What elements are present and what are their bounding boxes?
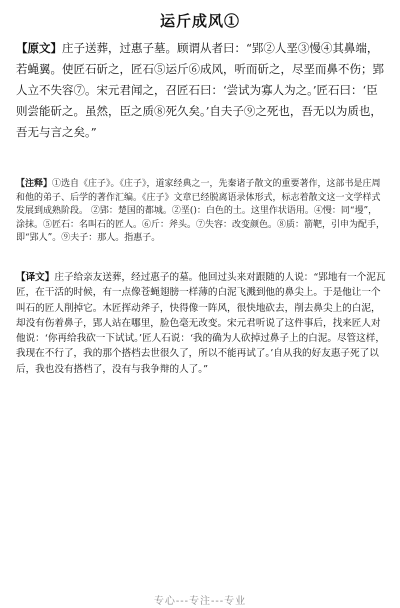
translation-label: 【译文】	[16, 272, 55, 283]
original-text-paragraph	[16, 38, 386, 143]
page-footer: 专心---专注---专业	[153, 596, 247, 607]
original-text-label: 【原文】	[16, 41, 62, 55]
page-title: 运斤成风①	[159, 12, 240, 30]
original-text-body: 庄子送葬，过惠子墓。顾谓从者曰：“郢②人垩③慢④其鼻端，若蝇翼。使匠石斫之，匠石⑤运斤⑥成风，听而斫之，尽垩而鼻不伤；郢人立不失容⑦。宋元君闻之，召匠石曰：‘尝试为寡人为之。’匠石曰：‘臣则尝能斫之。虽然，臣之质⑧死久矣。’自夫子⑨之死也，吾无以为质也，吾无与言之矣。”	[16, 41, 384, 139]
annotation-paragraph	[16, 178, 386, 246]
annotation-body: ①选自《庄子》。《庄子》，道家经典之一，先秦诸子散文的重要著作，这部书是庄周和他的弟子、后学的著作汇编。《庄子》文章已经脱离语录体形式，标志着散文这一文学样式发展到成熟阶段。 ②郢：楚国的都城。②垩()：白色的土。这里作状语用。④慢：同“墁”，涂抹。⑤匠石：名叫石的匠人。⑥斤：斧头。⑦失容：改变颜色。⑧质：箭靶，引申为配手，即“郢人”。⑨夫子：那人。指惠子。	[16, 179, 386, 243]
translation-paragraph	[16, 270, 386, 377]
translation-body: 庄子给亲友送葬，经过惠子的墓。他回过头来对跟随的人说：“郢地有一个泥瓦匠，在干活的时候，有一点像苍蝇翅膀一样薄的白泥飞溅到他的鼻尖上。于是他让一个叫石的匠人削掉它。木匠挥动斧子，快得像一阵风，很快地砍去，削去鼻尖上的白泥，却没有伤着鼻子，郢人站在哪里，脸色毫无改变。宋元君听说了这件事后，找来匠人对他说：‘你再给我砍一下试试。’匠人石说：‘我的确为人砍掉过鼻子上的白泥。尽管这样，我现在不行了，我的那个搭档去世很久了，所以不能再试了。’自从我的好友惠子死了以后，我也没有搭档了，没有与我争辩的人了。”	[16, 272, 386, 375]
annotation-label: 【注释】	[16, 179, 53, 189]
